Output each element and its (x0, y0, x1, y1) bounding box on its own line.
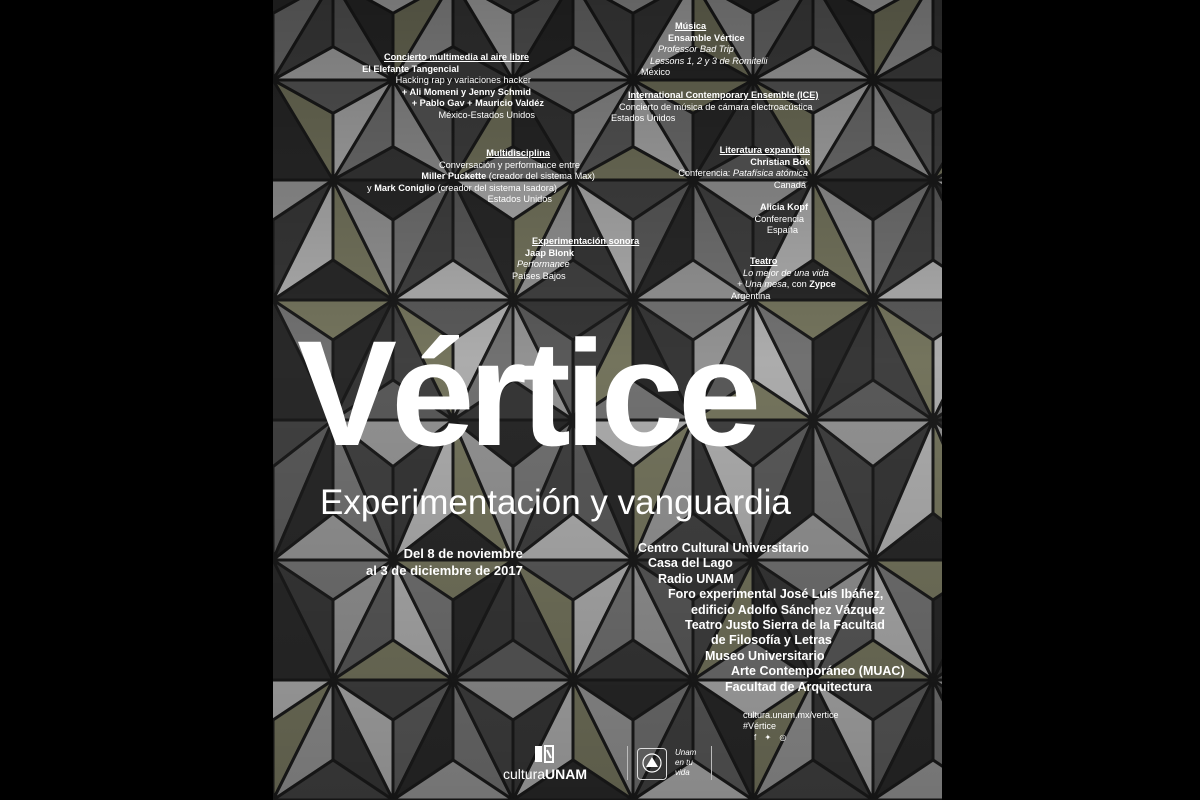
event-line (367, 183, 557, 195)
event-line (367, 171, 595, 183)
event-line: México-Estados Unidos (438, 109, 535, 120)
venue-item: Arte Contemporáneo (MUAC) (731, 664, 905, 679)
venue-item: de Filosofía y Letras (711, 633, 832, 648)
event-concierto (362, 52, 544, 121)
event-line: Professor Bad Trip (658, 44, 734, 54)
event-text: Conferencia: (678, 168, 733, 178)
event-line: Jaap Blonk (525, 247, 575, 258)
event-musica (637, 21, 767, 79)
event-line: Alicia Kopf (760, 202, 808, 212)
person-name: Miller Puckette (421, 171, 487, 181)
dates-line: al 3 de diciembre de 2017 (366, 563, 523, 578)
logo-divider (711, 746, 712, 780)
event-line: Canadá (773, 179, 806, 190)
event-heading: Concierto multimedia al aire libre (384, 52, 529, 62)
event-literatura (678, 145, 812, 237)
event-text: (creador del sistema Max) (486, 171, 595, 181)
venue-item: Museo Universitario (705, 648, 825, 663)
event-line: México (641, 67, 671, 77)
poster (273, 0, 942, 800)
event-line: Estados Unidos (487, 194, 552, 204)
event-teatro (729, 256, 836, 302)
event-text: + Una mesa (737, 279, 787, 289)
event-line (367, 160, 580, 172)
dates-line: Del 8 de noviembre (403, 546, 523, 561)
event-heading: Teatro (750, 256, 778, 266)
event-line (650, 56, 767, 68)
event-line (678, 168, 808, 180)
event-text: Zypce (809, 279, 836, 289)
event-line: Performance (517, 259, 570, 269)
poster-subtitle: Experimentación y vanguardia (320, 483, 791, 522)
logo-text: UNAM (545, 766, 588, 782)
event-text: Conversación y performance entre (439, 159, 580, 170)
event-heading: Multidisciplina (486, 148, 550, 158)
event-line: + Ali Momeni y Jenny Schmid (401, 86, 531, 97)
website-info (743, 710, 839, 732)
cultura-unam-icon (533, 744, 555, 764)
event-line: + Pablo Gav + Mauricio Valdéz (411, 98, 544, 108)
event-experimentacion (512, 236, 639, 282)
event-text: Lessons 1, 2 y 3 de Romitelli (650, 55, 768, 66)
event-line: Lo mejor de una vida (743, 267, 829, 278)
event-line: Christian Bök (750, 156, 810, 167)
event-heading: Música (675, 21, 707, 31)
event-text: Patafísica atómica (732, 168, 808, 178)
logo-divider (627, 746, 628, 780)
event-ice (611, 90, 818, 125)
event-multidisciplina (367, 148, 595, 206)
event-line: Argentina (731, 290, 771, 301)
person-name: Mark Coniglio (374, 182, 435, 193)
logo-text: cultura (503, 766, 546, 782)
event-text: (creador del sistema Isadora) (434, 182, 557, 193)
event-text: , con (786, 279, 810, 289)
unam-tu-vida-logo: Unam en tu vida (675, 748, 697, 777)
event-heading: Experimentación sonora (532, 236, 640, 246)
venue-item: Foro experimental José Luis Ibáñez, (668, 587, 884, 602)
venue-item: Teatro Justo Sierra de la Facultad (685, 618, 885, 632)
event-line: Países Bajos (512, 270, 566, 281)
venue-item: Facultad de Arquitectura (725, 679, 872, 694)
event-heading: Literatura expandida (719, 145, 810, 155)
venue-item: Casa del Lago (648, 556, 733, 571)
cultura-unam-wordmark (503, 766, 587, 782)
unam-seal-icon (637, 748, 667, 780)
venue-item: Centro Cultural Universitario (638, 541, 809, 555)
website-url[interactable]: cultura.unam.mx/vertice (743, 710, 839, 720)
poster-title: Vértice (297, 309, 756, 477)
event-line: Ensamble Vértice (668, 32, 745, 43)
event-line: Concierto de música de cámara electroacústica (619, 101, 813, 112)
event-line: El Elefante Tangencial (362, 63, 459, 74)
event-text: y (367, 182, 375, 193)
event-line: Hacking rap y variaciones hacker (395, 75, 531, 85)
event-line: España (766, 225, 798, 235)
event-line: Estados Unidos (611, 113, 676, 123)
social-icons[interactable]: f ✦ ◎ (754, 733, 790, 742)
event-line (737, 279, 836, 291)
hashtag: #Vértice (743, 721, 777, 731)
venue-item: Radio UNAM (658, 571, 734, 586)
event-dates (366, 545, 523, 579)
event-line: Conferencia (754, 213, 804, 224)
venue-item: edificio Adolfo Sánchez Vázquez (691, 602, 886, 617)
event-heading: International Contemporary Ensemble (ICE) (628, 90, 819, 100)
